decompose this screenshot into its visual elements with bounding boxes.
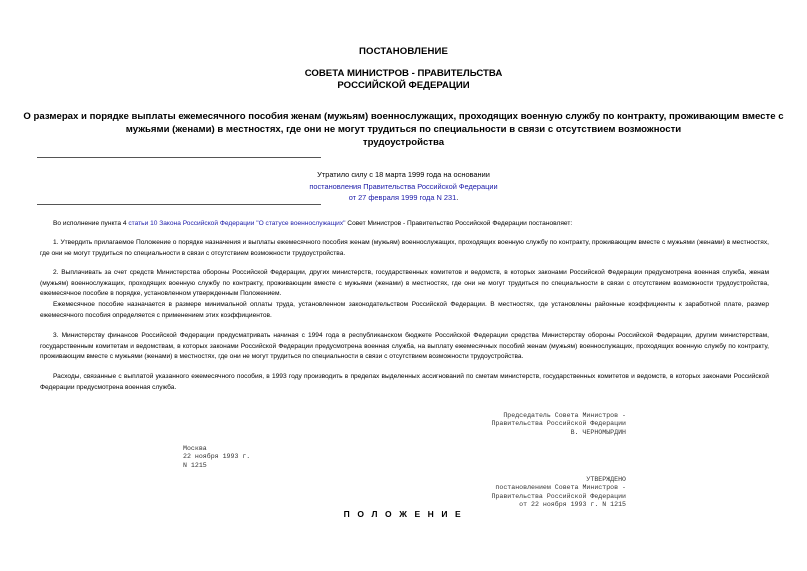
decree-number: N 1215 (183, 461, 207, 469)
approved-line-4: от 22 ноября 1993 г. N 1215 (519, 501, 626, 509)
repeal-decree-link-line-1[interactable]: постановления Правительства Российской Федерации (309, 181, 498, 191)
preamble-text-start: Во исполнение пункта 4 (53, 220, 129, 227)
paragraph-2-continuation: Ежемесячное пособие назначается в размере минимальной оплаты труда, установленном законодательством Российской Федерации. В местностях, где установлены районные коэффициенты к заработной плате, размер ежемесячного пособия определяется с применением этих коэффициентов. (40, 301, 769, 319)
paragraph-1: 1. Утвердить прилагаемое Положение о порядке назначения и выплаты ежемесячного пособия женам (мужьям) военнослужащих, проходящих военную службу по контракту, проживающим вместе с мужьями (женами) в местностях, где они не могут трудиться по специальности в связи с отсутствием возможности трудоустройства. (40, 239, 769, 257)
place-city: Москва (183, 445, 207, 452)
status-note-period: . (456, 193, 459, 202)
signature-position-line-2: Правительства Российской Федерации (491, 420, 626, 428)
decree-date: 22 ноября 1993 г. (183, 453, 251, 461)
approved-line-3: Правительства Российской Федерации (491, 492, 626, 500)
document-subject-line-2: мужьями (женами) в местностях, где они не могут трудиться по специальности в связи с отсутствием возможности (125, 124, 682, 135)
approval-block (440, 476, 626, 510)
signatory-name: В. ЧЕРНОМЫРДИН (570, 428, 626, 436)
approved-label: УТВЕРЖДЕНО (586, 476, 626, 483)
preamble-text-end: Совет Министров - Правительство Российской Федерации постановляет: (345, 220, 573, 227)
approved-line-2: постановлением Совета Министров - (495, 484, 626, 492)
paragraph-4: Расходы, связанные с выплатой указанного ежемесячного пособия, в 1993 году производить в пределах выделенных ассигнований по сметам министерств, государственных комитетов и ведомств, в которых законами Российской Федерации предусмотрена военная служба. (40, 373, 769, 391)
issuer-line-1: СОВЕТА МИНИСТРОВ - ПРАВИТЕЛЬСТВА (304, 68, 503, 79)
issuer-line-2: РОССИЙСКОЙ ФЕДЕРАЦИИ (337, 80, 470, 91)
divider-top (37, 157, 321, 158)
regulation-heading: П О Л О Ж Е Н И Е (343, 509, 464, 519)
signature-block (440, 412, 626, 437)
document-type-heading: ПОСТАНОВЛЕНИЕ (359, 46, 448, 57)
law-article-link[interactable]: статьи 10 Закона Российской Федерации "О статусе военнослужащих" (128, 220, 346, 227)
document-subject-line-1: О размерах и порядке выплаты ежемесячного пособия женам (мужьям) военнослужащих, проходящих военную службу по контракту, проживающим вместе с (23, 111, 784, 122)
preamble-paragraph (40, 219, 769, 230)
status-note-line-1: Утратило силу с 18 марта 1999 года на основании (317, 170, 490, 179)
place-date-block (183, 445, 343, 470)
paragraph-3: 3. Министерству финансов Российской Федерации предусматривать начиная с 1994 года в республиканском бюджете Российской Федерации средства Министерству обороны Российской Федерации, другим министерствам, государственным комитетам и ведомствам, в которых законами Российской Федерации предусмотрена военная служба, на выплату ежемесячных пособий женам (мужьям) военнослужащих, проходящих военную службу по контракту, проживающим вместе с мужьями (женами) в местностях, где они не могут трудиться по специальности в связи с отсутствием возможности трудоустройства. (40, 332, 769, 361)
signature-position-line-1: Председатель Совета Министров - (503, 412, 626, 419)
repeal-decree-link-line-2[interactable]: от 27 февраля 1999 года N 231 (348, 193, 457, 202)
document-subject-line-3: трудоустройства (362, 137, 445, 148)
paragraph-2: 2. Выплачивать за счет средств Министерства обороны Российской Федерации, других министерств, государственных комитетов и ведомств, в которых законами Российской Федерации предусмотрена военная служба, женам (мужьям) военнослужащих, проходящих военную службу по контракту, проживающим вместе с мужьями (женами) в местностях, где они не могут трудиться по специальности в связи с отсутствием возможности трудоустройства, ежемесячное пособие в порядке, установленном утвержденным Положением. (40, 269, 769, 298)
status-note (250, 169, 557, 204)
divider-bottom (37, 204, 321, 205)
